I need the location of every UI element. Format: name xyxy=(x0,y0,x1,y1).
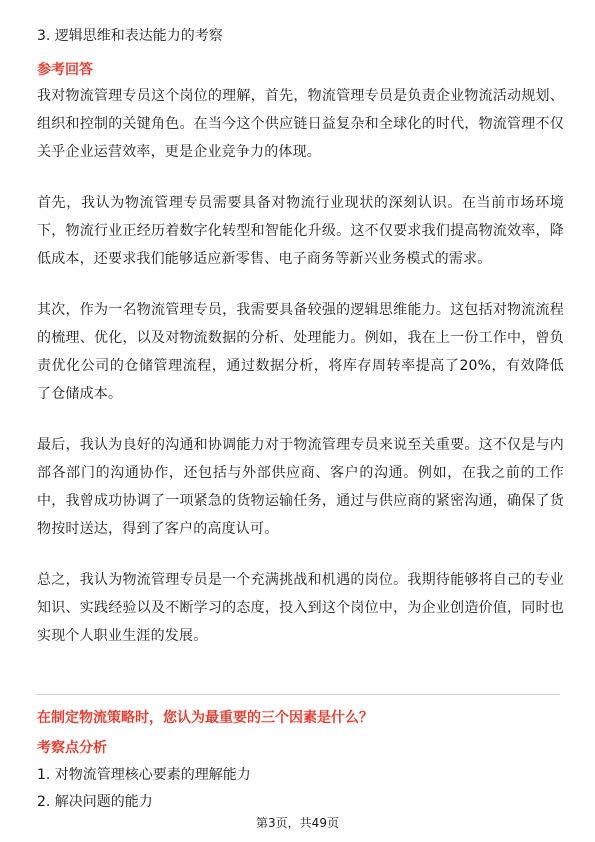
page-number: 第3页，共49页 xyxy=(256,816,339,830)
answer-paragraph: 我对物流管理专员这个岗位的理解，首先，物流管理专员是负责企业物流活动规划、组织和控制的关键角色。在当今这个供应链日益复杂和全球化的时代，物流管理不仅关乎企业运营效率，更是企业竞争力的体现。 xyxy=(37,88,564,160)
answer-paragraph: 首先，我认为物流管理专员需要具备对物流行业现状的深刻认识。在当前市场环境下，物流行业正经历着数字化转型和智能化升级。这不仅要求我们提高物流效率，降低成本，还要求我们能够适应新零售、电子商务等新兴业务模式的需求。 xyxy=(37,195,564,267)
question-title: 在制定物流策略时，您认为最重要的三个因素是什么？ xyxy=(37,710,373,726)
answer-paragraph: 最后，我认为良好的沟通和协调能力对于物流管理专员来说至关重要。这不仅是与内部各部门的沟通协作，还包括与外部供应商、客户的沟通。例如，在我之前的工作中，我曾成功协调了一项紧急的货物运输任务，通过与供应商的紧密沟通，确保了货物按时送达，得到了客户的高度认可。 xyxy=(37,437,564,537)
section-divider xyxy=(36,694,560,695)
answer-section xyxy=(37,26,564,673)
section-title: 3. 逻辑思维和表达能力的考察 xyxy=(37,28,223,44)
analysis-point: 2. 解决问题的能力 xyxy=(37,794,153,810)
reference-answer-label: 参考回答 xyxy=(37,62,93,78)
answer-paragraph: 总之，我认为物流管理专员是一个充满挑战和机遇的岗位。我期待能够将自己的专业知识、实践经验以及不断学习的态度，投入到这个岗位中，为企业创造价值，同时也实现个人职业生涯的发展。 xyxy=(37,572,564,644)
answer-paragraph: 其次，作为一名物流管理专员，我需要具备较强的逻辑思维能力。这包括对物流流程的梳理、优化，以及对物流数据的分析、处理能力。例如，我在上一份工作中，曾负责优化公司的仓储管理流程，通过数据分析，将库存周转率提高了20%，有效降低了仓储成本。 xyxy=(37,302,564,402)
analysis-point: 1. 对物流管理核心要素的理解能力 xyxy=(37,767,251,783)
analysis-label: 考察点分析 xyxy=(37,740,107,756)
